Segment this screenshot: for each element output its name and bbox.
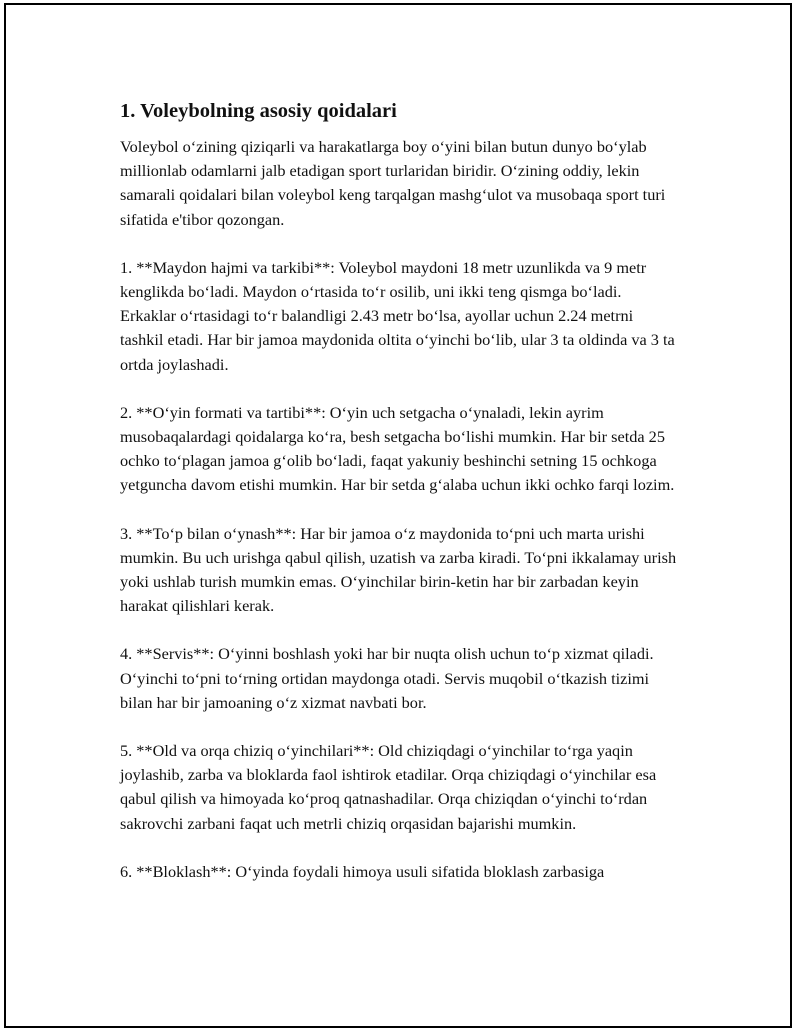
intro-paragraph: Voleybol o‘zining qiziqarli va harakatlarga boy o‘yini bilan butun dunyo bo‘ylab millionlab odamlarni jalb etadigan sport turlaridan biridir. O‘zining oddiy, lekin samarali qoidalari bilan voleybol keng tarqalgan mashg‘ulot va musobaqa sport turi sifatida e'tibor qozongan. [120,137,666,229]
rule-paragraph-serve: 4. **Servis**: O‘yinni boshlash yoki har bir nuqta olish uchun to‘p xizmat qiladi. O‘yinchi to‘pni to‘rning ortidan maydonga otadi. Servis muqobil o‘tkazish tizimi bilan har bir jamoaning o‘z xizmat navbati bor. [120,644,654,712]
rule-paragraph-court-size: 1. **Maydon hajmi va tarkibi**: Voleybol maydoni 18 metr uzunlikda va 9 metr kenglikda bo‘ladi. Maydon o‘rtasida to‘r osilib, uni ikki teng qismga bo‘ladi. Erkaklar o‘rtasidagi to‘r balandligi 2.43 metr bo‘lsa, ayollar uchun 2.24 metrni tashkil etadi. Har bir jamoa maydonida oltita o‘yinchi bo‘lib, ular 3 ta oldinda va 3 ta ortda joylashadi. [120,257,675,374]
section-heading: 1. Voleybolning asosiy qoidalari [120,100,397,122]
rule-paragraph-blocking: 6. **Bloklash**: O‘yinda foydali himoya usuli sifatida bloklash zarbasiga [120,861,605,881]
document-body [120,97,680,908]
rule-paragraph-game-format: 2. **O‘yin formati va tartibi**: O‘yin uch setgacha o‘ynaladi, lekin ayrim musobaqalardagi qoidalarga ko‘ra, besh setgacha bo‘lishi mumkin. Har bir setda 25 ochko to‘plagan jamoa g‘olib bo‘ladi, faqat yakuniy beshinchi setning 15 ochkoga yetguncha davom etishi mumkin. Har bir setda g‘alaba uchun ikki ochko farqi lozim. [120,402,675,495]
rule-paragraph-ball-play: 3. **To‘p bilan o‘ynash**: Har bir jamoa o‘z maydonida to‘pni uch marta urishi mumkin. Bu uch urishga qabul qilish, uzatish va zarba kiradi. To‘pni ikkalamay urish yoki ushlab turish mumkin emas. O‘yinchilar birin-ketin har bir zarbadan keyin harakat qilishlari kerak. [120,523,677,616]
page-frame [4,3,792,1028]
rule-paragraph-front-back-row: 5. **Old va orqa chiziq o‘yinchilari**: Old chiziqdagi o‘yinchilar to‘rga yaqin joylashib, zarba va bloklarda faol ishtirok etadilar. Orqa chiziqdagi o‘yinchilar esa qabul qilish va himoyada ko‘proq qatnashadilar. Orqa chiziqdan o‘yinchi to‘rdan sakrovchi zarbani faqat uch metrli chiziq orqasidan bajarishi mumkin. [120,741,657,833]
